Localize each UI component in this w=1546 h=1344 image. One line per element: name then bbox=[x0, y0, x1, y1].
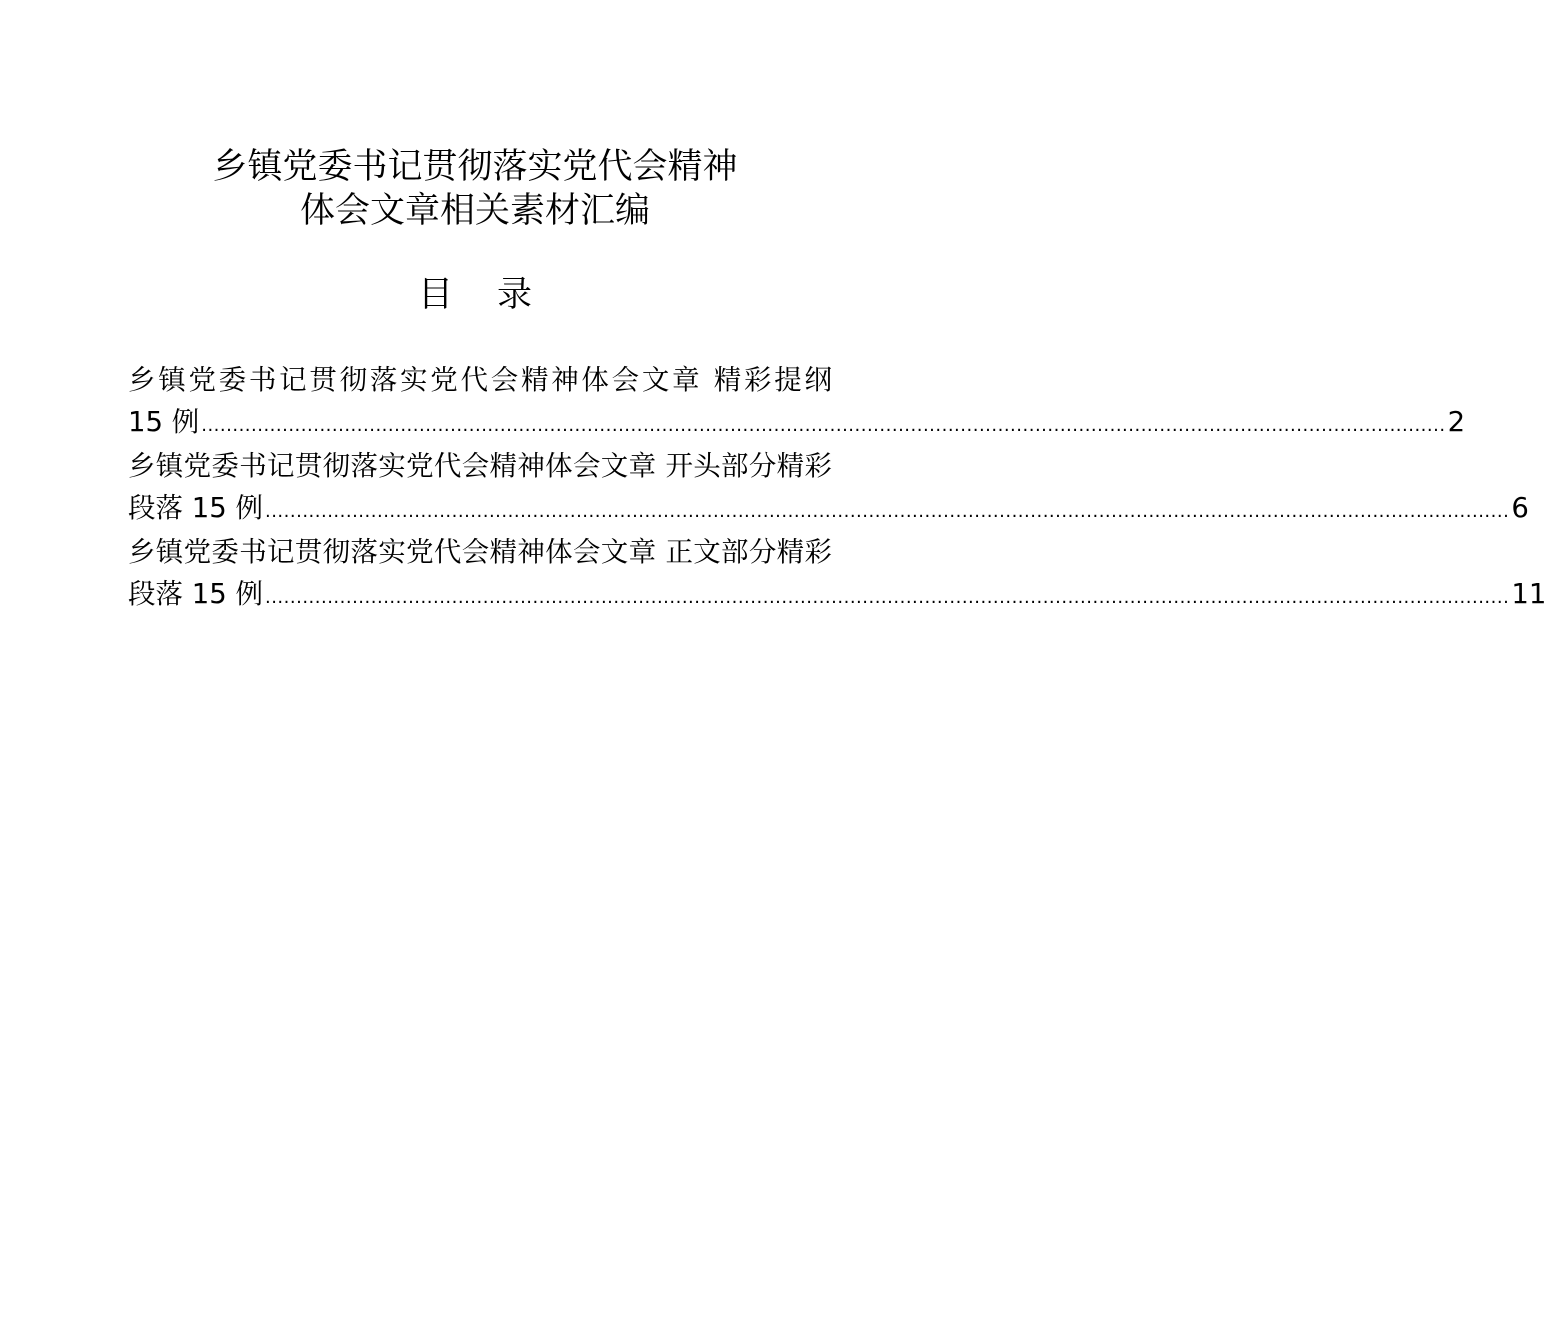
toc-entry-title-continued: 15 例 bbox=[128, 405, 200, 438]
toc-page-number: 11 bbox=[1511, 577, 1546, 610]
toc-entry[interactable] bbox=[128, 532, 1546, 618]
toc-heading-char-1: 目 bbox=[417, 275, 453, 315]
toc-entry[interactable] bbox=[128, 446, 1529, 532]
toc-entry-title: 乡镇党委书记贯彻落实党代会精神体会文章 精彩提纲 bbox=[128, 364, 832, 396]
toc-heading-char-2: 录 bbox=[497, 275, 533, 315]
toc-page-number: 2 bbox=[1447, 405, 1466, 438]
toc-dot-leader: ........................................................................................................................................................................................................ bbox=[201, 414, 1446, 436]
toc-entry-title-continued: 段落 15 例 bbox=[128, 491, 263, 524]
toc-dot-leader: ........................................................................................................................................................................................................ bbox=[264, 500, 1510, 522]
toc-entry[interactable] bbox=[128, 360, 1466, 446]
toc-page-number: 6 bbox=[1511, 491, 1529, 524]
document-title-line-2: 体会文章相关素材汇编 bbox=[299, 191, 650, 231]
toc-entry-title-continued: 段落 15 例 bbox=[128, 577, 263, 610]
document-title-line-1: 乡镇党委书记贯彻落实党代会精神 bbox=[212, 147, 738, 187]
toc-dot-leader: ........................................................................................................................................................................................................ bbox=[264, 586, 1510, 608]
table-of-contents bbox=[128, 360, 1546, 618]
toc-entry-title: 乡镇党委书记贯彻落实党代会精神体会文章 正文部分精彩 bbox=[128, 536, 832, 568]
toc-heading bbox=[0, 272, 950, 318]
toc-entry-title: 乡镇党委书记贯彻落实党代会精神体会文章 开头部分精彩 bbox=[128, 450, 832, 482]
